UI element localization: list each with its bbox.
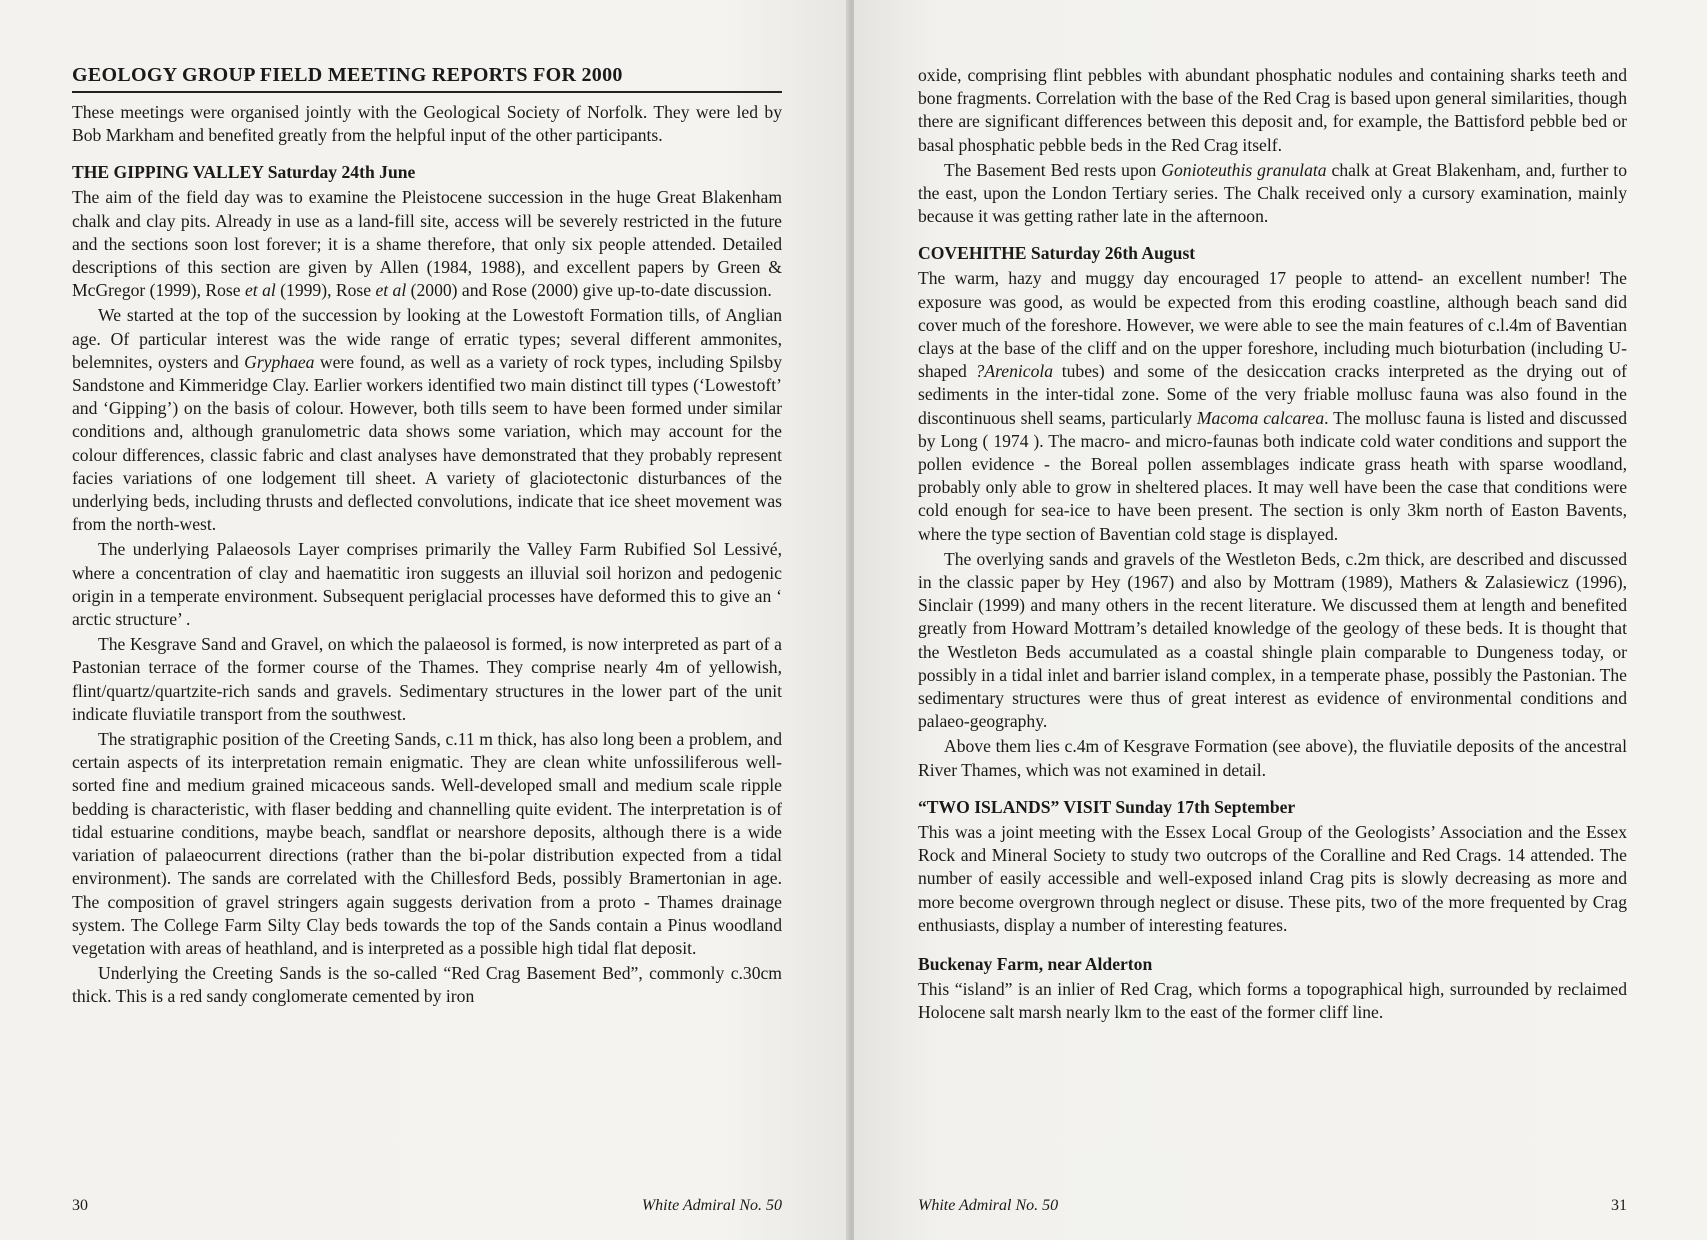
- page-number: 30: [72, 1197, 88, 1214]
- italic-run: Macoma calcarea: [1196, 407, 1325, 428]
- italic-run: Gryphaea: [244, 351, 315, 372]
- paragraph-continued: oxide, comprising flint pebbles with abundant phosphatic nodules and containing sharks teeth and bone fragments. Correlation with the base of the Red Crag is based upon general similarities, though there are significant differences between this deposit and, for example, the Battisford pebble bed or basal phosphatic pebble beds in the Red Crag itself.: [918, 65, 1627, 155]
- paragraph-covehithe-3: Above them lies c.4m of Kesgrave Formation (see above), the fluviatile deposits of the ancestral River Thames, which was not examined in detail.: [918, 736, 1627, 780]
- left-page-content: [72, 64, 782, 1164]
- paragraph-covehithe-2: The overlying sands and gravels of the Westleton Beds, c.2m thick, are described and discussed in the classic paper by Hey (1967) and also by Mottram (1989), Mathers & Zalasiewicz (1996), Sinclair (1999) and many others in the recent literature. We discussed them at length and benefited greatly from Howard Mottram’s detailed knowledge of the geology of these beds. It is thought that the Westleton Beds accumulated as a coastal shingle plain comparable to Dungeness today, or possibly in a tidal inlet and barrier island complex, in a temperate phase, possibly the Pastonian. The sedimentary structures were thus of great interest as evidence of environmental conditions and palaeo-geography.: [918, 548, 1627, 732]
- paragraph-buckenay: This “island” is an inlier of Red Crag, which forms a topographical high, surrounded by reclaimed Holocene salt marsh nearly lkm to the east of the former cliff line.: [918, 978, 1627, 1023]
- paragraph-gipping-2: [72, 304, 782, 536]
- section-heading-gipping-valley: THE GIPPING VALLEY Saturday 24th June: [72, 162, 416, 183]
- paragraph-covehithe-1: [918, 267, 1627, 545]
- italic-run: Gonioteuthis granulata: [1161, 159, 1327, 180]
- right-page-content: [918, 64, 1627, 1164]
- text-run: The Basement Bed rests upon: [944, 159, 1162, 180]
- left-page: [0, 0, 850, 1240]
- section-heading-covehithe: COVEHITHE Saturday 26th August: [918, 243, 1196, 264]
- journal-name: White Admiral No. 50: [641, 1197, 782, 1214]
- paragraph-gipping-5: The stratigraphic position of the Creeting Sands, c.11 m thick, has also long been a problem, and certain aspects of its interpretation remain enigmatic. They are clean white unfossiliferous well-sorted fine and medium grained micaceous sands. Well-developed small and medium scale ripple bedding is characteristic, with flaser bedding and channelling quite evident. The interpretation is of tidal estuarine conditions, maybe beach, sandflat or nearshore deposits, although there is a wide variation of palaeocurrent directions (rather than the bi-polar distribution expected from a tidal environment). The sands are correlated with the Chillesford Beds, possibly Bramertonian in age. The composition of gravel stringers again suggests derivation from a proto - Thames drainage system. The College Farm Silty Clay beds towards the top of the Sands contain a Pinus woodland vegetation with areas of heathland, and is interpreted as a possible high tidal flat deposit.: [72, 729, 782, 958]
- page-number: 31: [1611, 1197, 1627, 1214]
- text-run: We started at the top of the succession by looking at the Lowestoft Formation tills, of Anglian age. Of particular interest was the wide range of erratic types; several different ammonites, belemnites, oysters and: [72, 305, 782, 372]
- text-run: (2000) and Rose (2000) give up-to-date discussion.: [406, 280, 772, 301]
- italic-run: et al: [375, 280, 407, 301]
- section-heading-two-islands: “TWO ISLANDS” VISIT Sunday 17th September: [918, 796, 1296, 817]
- subsection-heading-buckenay: Buckenay Farm, near Alderton: [918, 953, 1153, 974]
- italic-run: et al: [244, 280, 276, 301]
- text-run: chalk at Great Blakenham, and, further to the east, upon the London Tertiary series. The Chalk received only a cursory examination, mainly because it was getting rather late in the afternoon.: [918, 159, 1627, 227]
- text-run: (1999), Rose: [275, 280, 376, 301]
- text-run: Rose: [205, 280, 245, 301]
- text-run: tubes) and some of the desiccation cracks interpreted as the drying out of sediments in the inter-tidal zone. Some of the very friable mollusc fauna was also found in the discontinuous shell seams, particularly: [918, 361, 1627, 428]
- paragraph-gipping-6: Underlying the Creeting Sands is the so-called “Red Crag Basement Bed”, commonly c.30cm thick. This is a red sandy conglomerate cemented by iron: [72, 963, 782, 1007]
- intro-paragraph: These meetings were organised jointly with the Geological Society of Norfolk. They were led by Bob Markham and benefited greatly from the helpful input of the other participants.: [72, 102, 782, 146]
- text-run: were found, as well as a variety of rock types, including Spilsby Sandstone and Kimmeridge Clay. Earlier workers identified two main distinct till types (‘Lowestoft’ and ‘Gipping’) on the basis of colour. However, both tills seem to have been formed under similar conditions and, although granulometric data shows some variation, which may account for the colour differences, classic fabric and clast analyses have demonstrated that they probably represent facies variations of one lodgement till sheet. A variety of glaciotectonic disturbances of the underlying beds, including thrusts and deflected convolutions, indicate that ice sheet movement was from the north-west.: [72, 351, 782, 535]
- paragraph-gipping-3: The underlying Palaeosols Layer comprises primarily the Valley Farm Rubified Sol Lessivé, where a concentration of clay and haematitic iron suggests an illuvial soil horizon and pedogenic origin in a temperate environment. Subsequent periglacial processes have deformed this to give an ‘ arctic structure’ .: [72, 539, 782, 630]
- italic-run: ?Arenicola: [975, 361, 1054, 382]
- text-run: The warm, hazy and muggy day encouraged 17 people to attend- an excellent number! The exposure was good, as would be expected from this eroding coastline, although beach sand did cover much of the foreshore. However, we were able to see the main features of c.l.4m of Baventian clays at the base of the cliff and on the upper foreshore, including much bioturbation (including U-shaped: [918, 268, 1627, 382]
- paragraph-two-islands: This was a joint meeting with the Essex Local Group of the Geologists’ Association and the Essex Rock and Mineral Society to study two outcrops of the Coralline and Red Crags. 14 attended. The number of easily accessible and well-exposed inland Crag pits is slowly decreasing as more and more become overgrown through neglect or disuse. These pits, two of the more frequented by Crag enthusiasts, display a number of interesting features.: [918, 821, 1627, 935]
- right-page: [854, 0, 1707, 1240]
- paragraph-gipping-4: The Kesgrave Sand and Gravel, on which the palaeosol is formed, is now interpreted as part of a Pastonian terrace of the former course of the Thames. They comprise nearly 4m of yellowish, flint/quartz/quartzite-rich sands and gravels. Sedimentary structures in the lower part of the unit indicate fluviatile transport from the southwest.: [72, 634, 782, 724]
- paragraph-basement-bed: [918, 159, 1627, 229]
- text-run: . The mollusc fauna is listed and discussed by Long ( 1974 ). The macro- and micro-faunas both indicate cold water conditions and support the pollen evidence - the Boreal pollen assemblages indicate grass heath with sparse woodland, probably only able to grow in sheltered places. It may well have been the case that conditions were cold enough for sea-ice to have been present. The section is only 3km north of Easton Bavents, where the type section of Baventian cold stage is displayed.: [918, 407, 1627, 544]
- text-run: The aim of the field day was to examine the Pleistocene succession in the huge Great Blakenham chalk and clay pits. Already in use as a land-fill site, access will be severely restricted in the future and the sections soon lost forever; it is a shame therefore, that only six people attended. Detailed descriptions of this section are given by Allen (1984, 1988), and excellent papers by Green & McGregor (1999),: [72, 187, 782, 301]
- document-title: GEOLOGY GROUP FIELD MEETING REPORTS FOR 2000: [72, 64, 782, 93]
- journal-name: White Admiral No. 50: [918, 1197, 1059, 1214]
- paragraph-gipping-1: [72, 186, 782, 302]
